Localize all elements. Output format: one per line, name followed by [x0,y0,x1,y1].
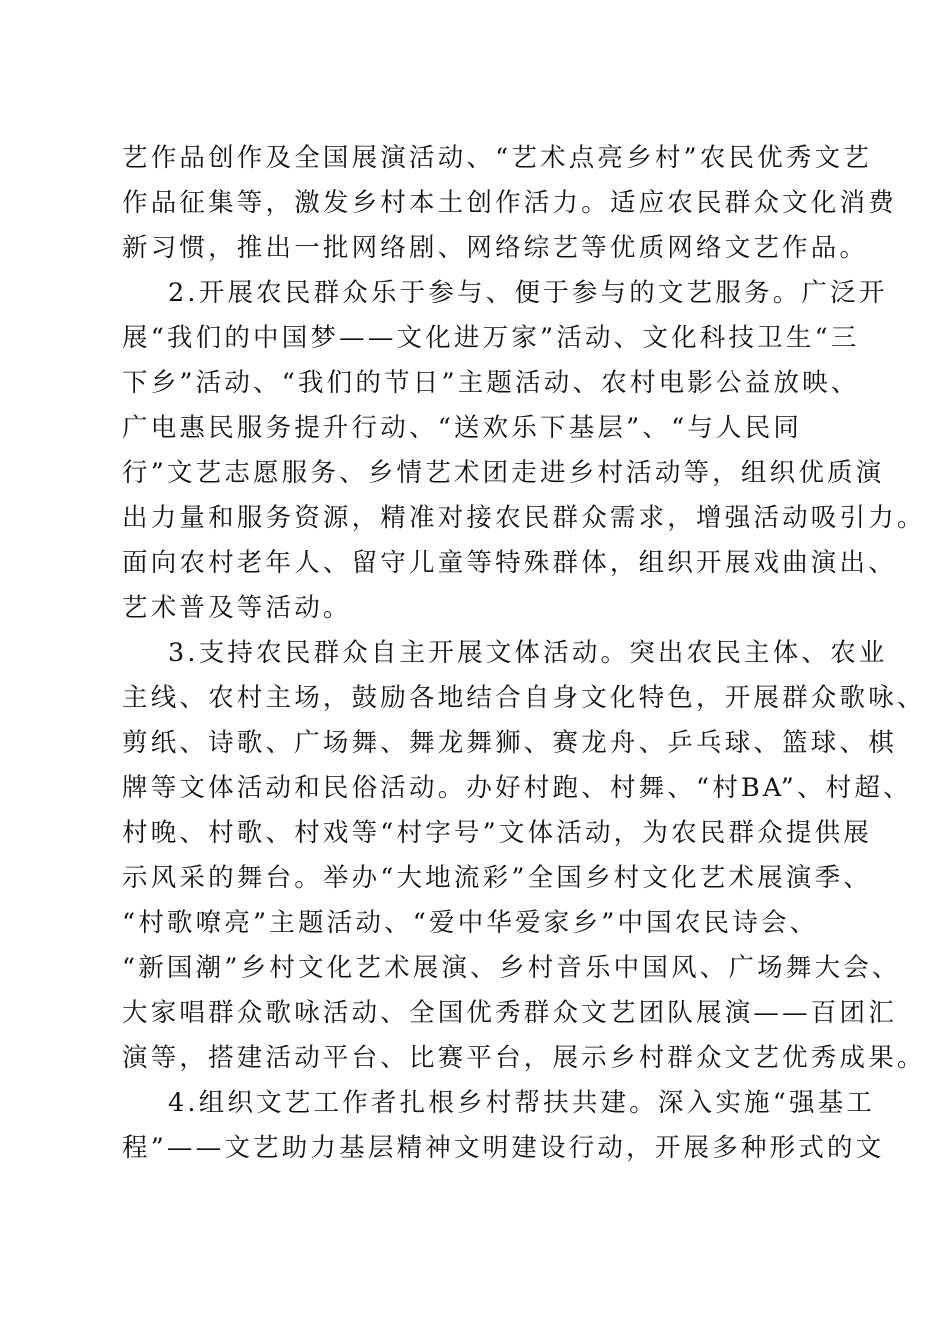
text-line: 村晚、村歌、村戏等“村字号”文体活动，为农民群众提供展 [122,818,872,848]
text-line: 演等，搭建活动平台、比赛平台，展示乡村群众文艺优秀成果。 [122,1043,926,1073]
text-line: 主线、农村主场，鼓励各地结合自身文化特色，开展群众歌咏、 [122,683,926,713]
text-line: 牌等文体活动和民俗活动。办好村跑、村舞、“村BA”、村超、 [122,773,912,803]
text-line: 示风采的舞台。举办“大地流彩”全国乡村文化艺术展演季、 [122,863,872,893]
text-line: 艺作品创作及全国展演活动、“艺术点亮乡村”农民优秀文艺 [122,143,872,173]
text-line: 行”文艺志愿服务、乡情艺术团走进乡村活动等，组织优质演 [122,458,885,488]
text-line: “村歌嘹亮”主题活动、“爱中华爱家乡”中国农民诗会、 [122,908,819,938]
text-line: 程”——文艺助力基层精神文明建设行动，开展多种形式的文 [122,1133,885,1163]
text-line: 作品征集等，激发乡村本土创作活力。适应农民群众文化消费 [122,188,897,218]
text-line: 面向农村老年人、留守儿童等特殊群体，组织开展戏曲演出、 [122,548,897,578]
text-line: 剪纸、诗歌、广场舞、舞龙舞狮、赛龙舟、乒乓球、篮球、棋 [122,728,897,758]
body-text [122,136,926,1171]
text-line: 出力量和服务资源，精准对接农民群众需求，增强活动吸引力。 [122,503,926,533]
text-line: 广电惠民服务提升行动、“送欢乐下基层”、“与人民同 [122,413,803,443]
text-line: 新习惯，推出一批网络剧、网络综艺等优质网络文艺作品。 [122,233,869,263]
paragraph-2-heading-line: 2.开展农民群众乐于参与、便于参与的文艺服务。广泛开 [168,278,888,308]
paragraph-3-heading-line: 3.支持农民群众自主开展文体活动。突出农民主体、农业 [168,638,888,668]
paragraph-4-heading-line: 4.组织文艺工作者扎根乡村帮扶共建。深入实施“强基工 [168,1088,876,1118]
text-line: 大家唱群众歌咏活动、全国优秀群众文艺团队展演——百团汇 [122,998,897,1028]
text-line: 下乡”活动、“我们的节日”主题活动、农村电影公益放映、 [122,368,860,398]
text-line: 艺术普及等活动。 [122,593,352,623]
text-line: 展“我们的中国梦——文化进万家”活动、文化科技卫生“三 [122,323,860,353]
text-line: “新国潮”乡村文化艺术展演、乡村音乐中国风、广场舞大会、 [122,953,901,983]
